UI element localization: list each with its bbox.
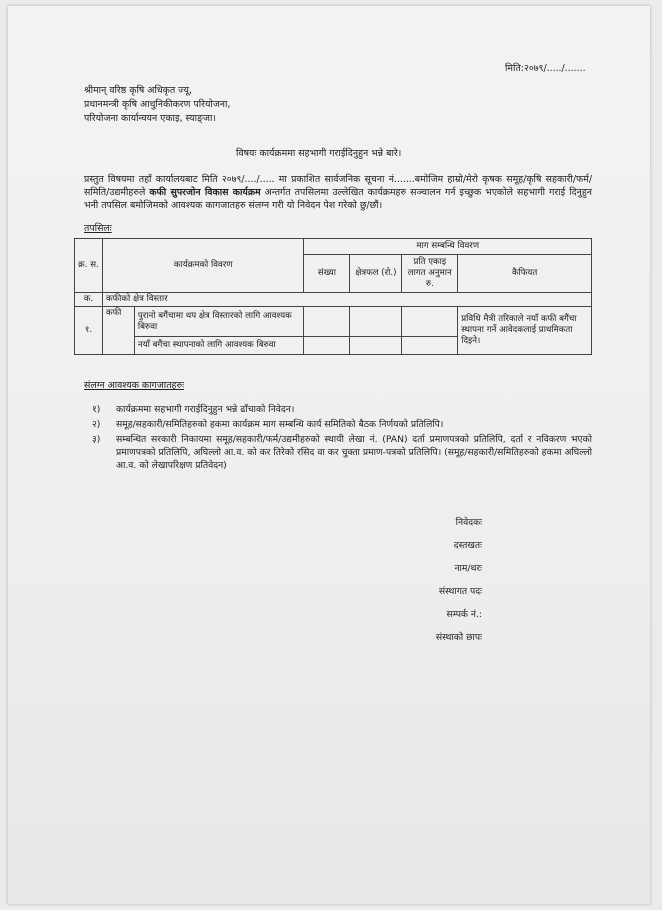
body-part-2: अन्तर्गत तपसिलमा उल्लेखित कार्यक्रमहरु सञ्चालन गर्न इच्छुक भएकोले सहभागी गराई दिनुहुन भनी तपसिल बमोजिमको आवश्यक कागजातहरु संलग्न गरी यो निवेदन पेश गरेको छु/छौं। <box>84 187 593 211</box>
program-name: कफी सुपरजोन विकास कार्यक्रम <box>149 187 261 198</box>
attachment-number: ३) <box>92 434 101 445</box>
header-demand: माग सम्बन्धि विवरण <box>304 239 592 255</box>
item-1-area <box>350 307 402 337</box>
tapsil-label: तपसिलः <box>84 223 112 234</box>
item-2-area <box>350 337 402 355</box>
header-area: क्षेत्रफल (रो.) <box>350 255 402 293</box>
sig-stamp: संस्थाको छापः <box>435 632 482 643</box>
row-id: १. <box>75 307 103 355</box>
recipient-line-2: प्रधानमन्त्री कृषि आधुनिकीकरण परियोजना, <box>84 99 231 110</box>
section-id: क. <box>75 293 103 307</box>
attachments-list <box>92 403 592 474</box>
body-part-1: प्रस्तुत विषयमा तहाँ कार्यालयबाट मिति २०७९/..../..... मा प्रकाशित सार्वजनिक सूचना नं.......बमोजिम हाम्रो/मेरो कृषक समूह/कृषि सहकारी/फर्म/समिति/उद्यमीहरुले <box>84 174 592 198</box>
header-count: संख्या <box>304 255 350 293</box>
header-sn: क्र. स. <box>75 239 103 293</box>
item-2-cost <box>402 337 458 355</box>
attachment-text: समूह/सहकारी/समितिहरुको हकमा कार्यक्रम माग सम्बन्धि कार्य समितिको बैठक निर्णयको प्रतिलिपि। <box>116 419 444 430</box>
header-remarks: कैफियत <box>458 255 592 293</box>
attachments-title: संलग्न आवश्यक कागजातहरुः <box>84 380 185 391</box>
attachment-text: सम्बन्धित सरकारी निकायमा समूह/सहकारी/फर्म/उद्यमीहरुको स्थायी लेखा नं. (PAN) दर्ता प्रमाणपत्रको प्रतिलिपि, दर्ता र नविकरण भएको प्रमाणपत्रको प्रतिलिपि, अघिल्लो आ.व. को कर तिरेको रसिद वा कर चुक्ता प्रमाण-पत्रको प्रतिलिपि। (समूह/सहकारी/समितिहरुको हकमा अघिल्लो आ.व. को लेखापरिक्षण प्रतिवेदन) <box>116 434 592 471</box>
sig-position: संस्थागत पदः <box>438 586 482 597</box>
item-1-count <box>304 307 350 337</box>
remark-cell: प्रविधि मैत्री तरिकाले नयाँ कफी बगैंचा स्थापना गर्ने आवेदकलाई प्राथमिकता दिइने। <box>458 307 592 355</box>
recipient-line-1: श्रीमान् वरिष्ठ कृषि अधिकृत ज्यू, <box>84 85 192 96</box>
sig-applicant: निवेदकः <box>455 517 482 528</box>
body-paragraph <box>84 173 592 212</box>
header-program: कार्यक्रमको विवरण <box>102 239 304 293</box>
item-1-cost <box>402 307 458 337</box>
attachment-text: कार्यक्रममा सहभागी गराईदिनुहुन भन्ने ढाँचाको निवेदन। <box>116 404 295 415</box>
sig-signature: दस्तखतः <box>453 540 482 551</box>
attachment-item <box>92 418 592 431</box>
demand-table <box>74 238 592 355</box>
sig-contact: सम्पर्क नं.: <box>446 609 482 620</box>
subject-line: विषयः कार्यक्रममा सहभागी गराईदिनुहुन भन्ने बारे। <box>236 148 402 159</box>
item-1: पुरानो बगैंचामा थप क्षेत्र विस्तारको लागि आवश्यक बिरुवा <box>134 307 304 337</box>
attachment-item <box>92 403 592 416</box>
header-unit-cost: प्रति एकाइ लागत अनुमान रु. <box>402 255 458 293</box>
date-line: मिति:२०७९/...../....... <box>505 63 586 74</box>
recipient-line-3: परियोजना कार्यान्वयन एकाइ, स्याङ्जा। <box>84 113 216 124</box>
section-title: कफीको क्षेत्र विस्तार <box>102 293 591 307</box>
sig-name: नाम/थरः <box>454 563 482 574</box>
attachment-number: १) <box>92 404 101 415</box>
crop-name: कफी <box>102 307 134 355</box>
attachment-item <box>92 433 592 472</box>
item-2: नयाँ बगैंचा स्थापनाको लागि आवश्यक बिरुवा <box>134 337 304 355</box>
item-2-count <box>304 337 350 355</box>
attachment-number: २) <box>92 419 101 430</box>
